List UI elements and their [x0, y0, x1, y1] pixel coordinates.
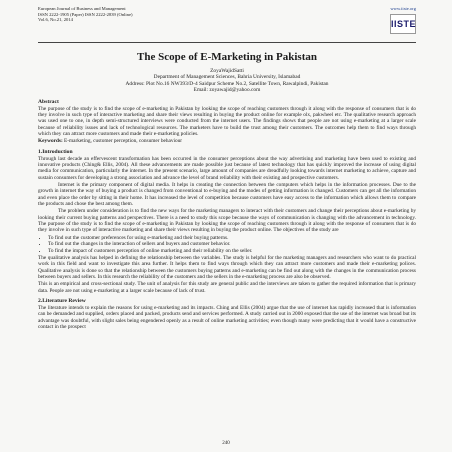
keywords [38, 138, 416, 144]
journal-volume: Vol.6, No.21, 2014 [38, 17, 73, 23]
intro-paragraph-5: This is an empirical and cross-sectional study. The unit of analysis for this study are general public and the interviews are taken to gather the required information that is primary data. People are not using e-marketing at a larger scale because of lack of trust. [38, 281, 416, 294]
abstract-text: The purpose of the study is to find the scope of e-marketing in Pakistan by looking the scope of reaching customers through it along with the response of consumers that is do they involve in such type of interactive marketing and share their views resulting in buying the product online for example olx, pakwheel etc. The qualitative research approach was used one to one, in depth semi-structured interviews were conducted from the internet users. The findings shows that people are not using e-marketing at a larger scale because of reliability issues and lack of technological resources. The marketers have to build the trust among their customers. The outcomes help them to find ways through which they can attract more customers and made their e-marketing policies. [38, 105, 416, 137]
list-item: • To find out the customer preferences for using e-marketing and their buying patterns. [48, 235, 416, 241]
keywords-label: Keywords: [38, 138, 63, 145]
iiste-logo-icon: IISTE [390, 14, 416, 34]
author-affiliation: Department of Management Sciences, Bahria University, Islamabad [153, 74, 301, 81]
list-item: • To find out the changes in the interaction of sellers and buyers and customer behavior. [48, 241, 416, 247]
literature-review-heading: 2.Literature Review [38, 297, 86, 304]
review-paragraph-1: The literature intends to explain the reasons for using e-marketing and its impacts. Ching and Ellis (2004) argue that the use of internet has rapidly increased that is information can be demanded and supplied, orders placed and packed, products send and services performed. A study carried out in 2000 exposed that the use of the internet was broad but its advantage was doubtful, with slight sales being engendered openly as a result of online marketing activities; even though many were predicting that it would have a constructive contact in the prospect [38, 304, 416, 330]
journal-url[interactable]: www.iiste.org [390, 6, 416, 11]
keywords-text: E-marketing, customer perception, consumer behaviour [62, 138, 183, 145]
header-divider [38, 42, 416, 43]
author-name: ZoyaWajidSatti [210, 68, 244, 74]
objectives-list [38, 235, 416, 254]
journal-issn: ISSN 2222-1905 (Paper) ISSN 2222-2839 (Online) [38, 11, 133, 17]
author-email: Email: zoyawajid@yahoo.com [193, 87, 261, 94]
introduction-heading: 1.Introduction [38, 148, 73, 155]
list-item: • To find the impact of customers perception of online marketing and their reliability on the seller. [48, 248, 416, 254]
journal-name: European Journal of Business and Management [38, 6, 126, 11]
author-address: Address: Plot No.16 NW393/D-4 Saidpur Scheme No.2, Satellite Town, Rawalpindi, Pakistan [125, 80, 329, 87]
page-number: 240 [222, 441, 230, 446]
intro-paragraph-2: Internet is the primary component of digital media. It helps in creating the connection between the computers which helps in the information processes. Due to the growth in internet the way of buying a product is changed from conventional to e-buying and the modes of getting information is changed. Customers can get all the information and even place the order by sitting in their home. It has increased the level of competition because customers have easy access to the information which allows them to compare the products and chose the best among them. [38, 182, 416, 208]
intro-paragraph-1: Through last decade an effervescent transformation has been occurred in the consumer perceptions about the way advertising and marketing have been used to existing and innovative products (Ching& Ellis, 2004). All these advancements are made possible just because of latest technology that has quickly improved the increase of using digital media for communication, particularly the internet. In the present scenario, large amount of companies are dreadfully looking towards internet marketing to achieve, capture and sustain consumers for developing a strong association and advance the level of brand reliability with their existing and prospective customers. [38, 155, 416, 181]
journal-header [38, 6, 416, 42]
intro-paragraph-4: The qualitative analysis has helped in defining the relationship between the variables. The study is helpful for the marketing managers and researchers who want to do practical work in this field and want to investigate this area further. It helps them to find ways through which they can attract more customers and made their e-marketing polices. Qualitative analysis is done so that the relationship between the customers buying patterns and e-marketing can be find out along with the changes in the communication process between buyers and sellers. In this research the reliability of the customers and the sellers in the e-marketing process are also be observed. [38, 254, 416, 280]
intro-paragraph-3: The problem under consideration is to find the new ways for the marketing managers to interact with their customers and change their perceptions about e-marketing by looking their current buying patterns and perspectives. There is a need to study this scope because the ways of communication is changing with the advancement in technology. The purpose of the study is to find the scope of e-marketing in Pakistan by looking the scope of reaching customers through it along with the response of consumers that is do they involve in such type of interactive marketing and share their views resulting in buying the product online. The objectives of the study are [38, 208, 416, 234]
abstract-heading: Abstract [38, 98, 59, 105]
paper-title: The Scope of E-Marketing in Pakistan [137, 51, 317, 63]
